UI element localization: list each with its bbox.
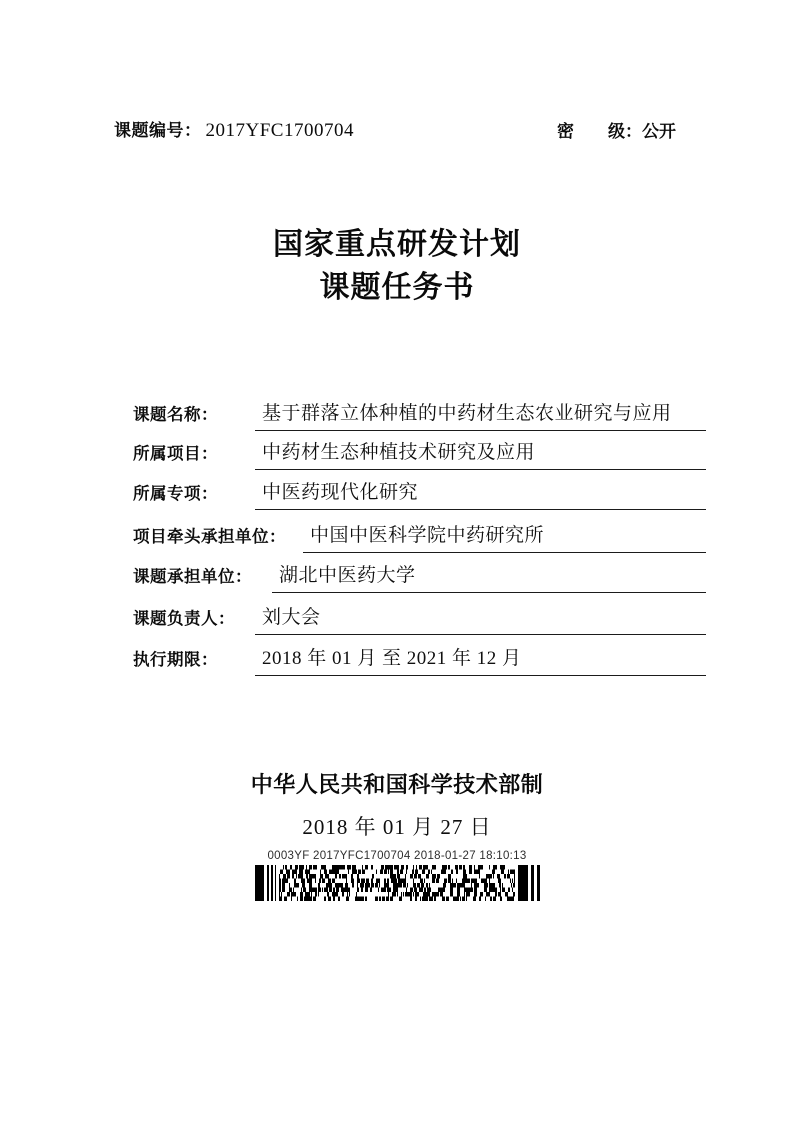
title-line-2: 课题任务书 — [319, 271, 475, 304]
field-underline — [303, 520, 706, 553]
field-underline — [272, 560, 706, 593]
field-underline — [255, 643, 706, 676]
field-label: 课题负责人： — [133, 610, 235, 628]
title-line-1: 国家重点研发计划 — [273, 228, 521, 261]
secrecy-level: 密 级：公开 — [557, 122, 676, 141]
field-value: 中国中医科学院中药研究所 — [310, 525, 545, 546]
field-label: 执行期限： — [133, 651, 218, 669]
field-label: 所属项目： — [133, 445, 218, 463]
form-fields — [133, 0, 706, 1122]
field-value: 中药材生态种植技术研究及应用 — [262, 442, 536, 463]
field-underline — [255, 398, 706, 431]
field-label: 项目牵头承担单位： — [133, 528, 286, 546]
field-label: 所属专项： — [133, 485, 218, 503]
field-underline — [255, 602, 706, 635]
field-underline — [255, 437, 706, 470]
field-row-principal-investigator — [133, 606, 706, 635]
field-label: 课题承担单位： — [133, 568, 252, 586]
field-row-lead-organization — [133, 524, 706, 553]
project-number-label: 课题编号： — [114, 121, 202, 140]
barcode — [255, 865, 543, 901]
field-value: 基于群落立体种植的中药材生态农业研究与应用 — [262, 403, 672, 424]
field-row-execution-period — [133, 647, 706, 676]
barcode-caption: 0003YF 2017YFC1700704 2018-01-27 18:10:13 — [267, 850, 527, 862]
field-row-parent-project — [133, 441, 706, 470]
field-row-undertaking-organization — [133, 564, 706, 593]
issue-date: 2018 年 01 月 27 日 — [302, 815, 492, 839]
field-label: 课题名称： — [133, 406, 218, 424]
field-value: 2018 年 01 月 至 2021 年 12 月 — [262, 648, 522, 669]
field-row-special-program — [133, 481, 706, 510]
field-underline — [255, 477, 706, 510]
field-value: 刘大会 — [262, 607, 321, 628]
field-value: 中医药现代化研究 — [262, 482, 419, 503]
field-value: 湖北中医药大学 — [279, 565, 416, 586]
project-number-value: 2017YFC1700704 — [205, 120, 354, 141]
field-row-project-name — [133, 402, 706, 431]
issuer-line: 中华人民共和国科学技术部制 — [250, 772, 544, 797]
